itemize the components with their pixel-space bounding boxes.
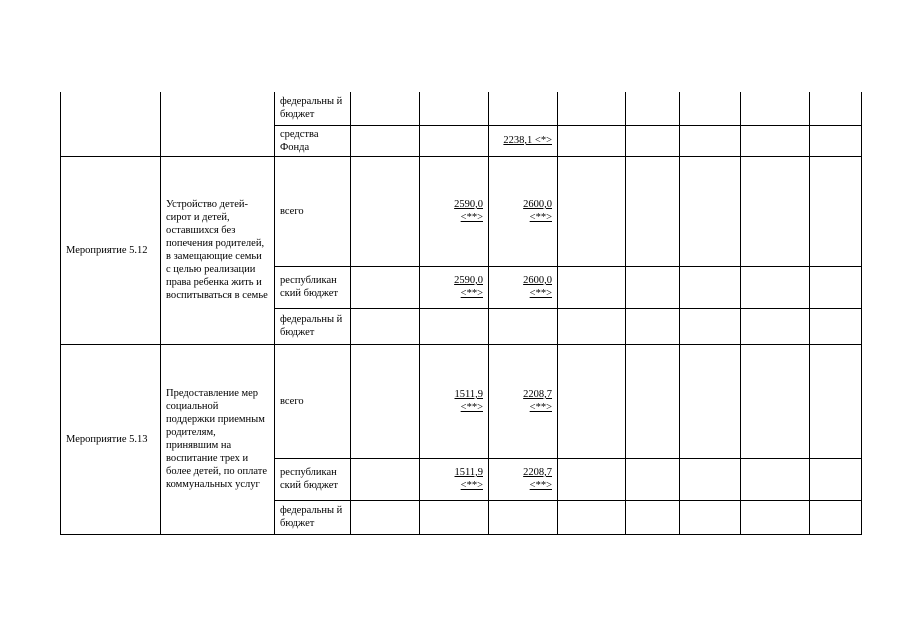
table-row [61, 156, 862, 266]
value-link[interactable]: 2590,0 [454, 275, 483, 286]
footnote-link[interactable]: <**> [529, 480, 552, 491]
footnote-link[interactable]: <**> [460, 480, 483, 491]
value-link[interactable]: 2600,0 [523, 275, 552, 286]
fund-value-link[interactable]: 2238,1 <*> [503, 135, 552, 146]
measure-name: Мероприятие 5.13 [61, 344, 161, 534]
value-link[interactable]: 2600,0 [523, 199, 552, 210]
value-link[interactable]: 2590,0 [454, 199, 483, 210]
measure-description: Устройство детей-сирот и детей, оставшихся без попечения родителей, в замещающие семьи с целью реализации права ребенка жить и воспитываться в семье [161, 156, 275, 344]
value-link[interactable]: 1511,9 [454, 467, 483, 478]
footnote-link[interactable]: <**> [529, 402, 552, 413]
measure-description: Предоставление мер социальной поддержки приемным родителям, принявшим на воспитание трех и более детей, по оплате коммунальных услуг [161, 344, 275, 534]
footnote-link[interactable]: <**> [460, 212, 483, 223]
source-label-total: всего [275, 344, 351, 458]
value-link[interactable]: 2208,7 [523, 467, 552, 478]
footnote-link[interactable]: <**> [529, 288, 552, 299]
source-label-republic: республикан ский бюджет [275, 266, 351, 308]
source-label-federal: федеральны й бюджет [275, 308, 351, 344]
empty-cell [61, 92, 161, 156]
source-label-federal: федеральны й бюджет [275, 500, 351, 534]
source-label-total: всего [275, 156, 351, 266]
budget-table [60, 92, 862, 535]
measure-name: Мероприятие 5.12 [61, 156, 161, 344]
empty-cell [161, 92, 275, 156]
value-link[interactable]: 1511,9 [454, 389, 483, 400]
footnote-link[interactable]: <**> [529, 212, 552, 223]
footnote-link[interactable]: <**> [460, 288, 483, 299]
source-label-federal: федеральны й бюджет [275, 92, 351, 125]
source-label-fund: средства Фонда [275, 125, 351, 156]
footnote-link[interactable]: <**> [460, 402, 483, 413]
table-row [61, 92, 862, 125]
value-link[interactable]: 2208,7 [523, 389, 552, 400]
table-row [61, 344, 862, 458]
source-label-republic: республикан ский бюджет [275, 458, 351, 500]
